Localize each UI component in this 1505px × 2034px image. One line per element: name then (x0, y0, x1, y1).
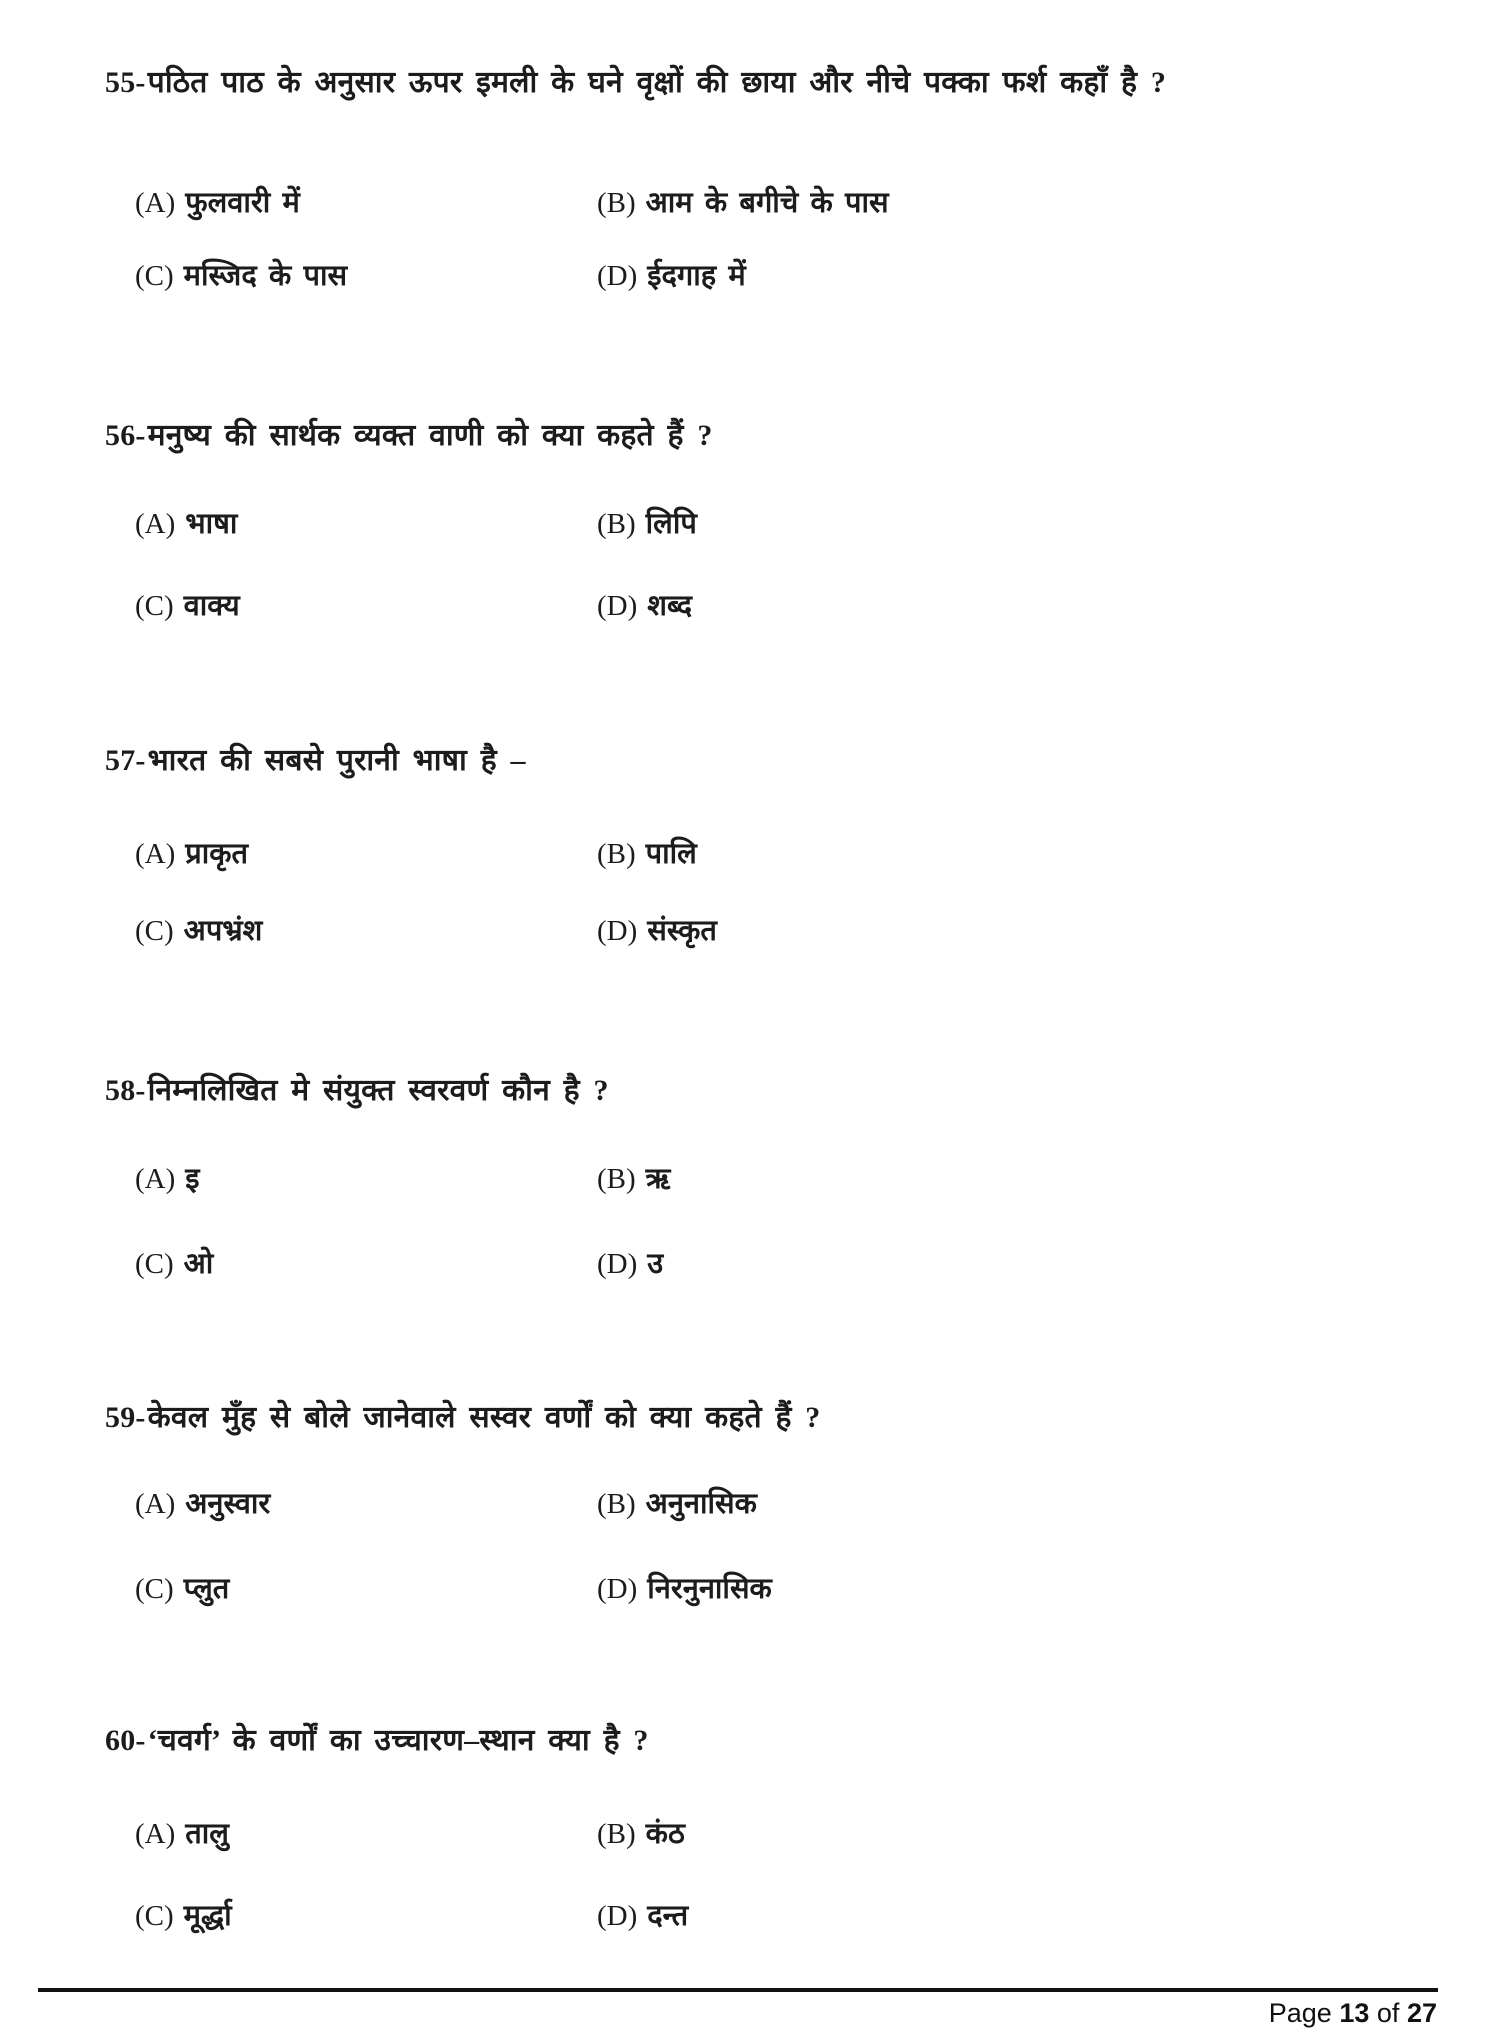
option-b-text: ऋ (645, 1163, 671, 1195)
question-55-text: पठित पाठ के अनुसार ऊपर इमली के घने वृक्षों की छाया और नीचे पक्का फर्श कहाँ है ? (147, 66, 1167, 99)
option-b-label: (B) (597, 1488, 636, 1520)
current-page-number: 13 (1339, 1998, 1370, 2028)
option-d-text: उ (647, 1248, 664, 1280)
question-58-option-b (597, 1158, 670, 1197)
question-57-option-a (135, 833, 248, 872)
option-b-label: (B) (597, 1163, 636, 1195)
option-a-label: (A) (135, 1163, 176, 1195)
of-word: of (1376, 1998, 1400, 2028)
total-page-number: 27 (1406, 1998, 1437, 2028)
option-d-label: (D) (597, 1573, 638, 1605)
option-a-label: (A) (135, 1818, 176, 1850)
option-c-label: (C) (135, 1900, 174, 1932)
option-c-text: मस्जिद के पास (183, 260, 348, 292)
option-b-text: आम के बगीचे के पास (645, 187, 889, 219)
option-c-text: अपभ्रंश (183, 915, 263, 947)
option-c-label: (C) (135, 590, 174, 622)
option-d-label: (D) (597, 915, 638, 947)
question-57-option-b (597, 833, 697, 872)
option-a-text: भाषा (185, 508, 238, 540)
question-58-options-row-1 (0, 1158, 1505, 1204)
question-58-text: निम्नलिखित मे संयुक्त स्वरवर्ण कौन है ? (147, 1074, 609, 1107)
option-d-label: (D) (597, 1248, 638, 1280)
option-c-label: (C) (135, 1248, 174, 1280)
question-56-options-row-1 (0, 503, 1505, 549)
question-59-option-b (597, 1483, 757, 1522)
question-55-option-c (135, 255, 347, 294)
question-59-option-a (135, 1483, 270, 1522)
question-60-option-a (135, 1813, 229, 1852)
question-57-number: 57- (105, 744, 146, 777)
question-57-options-row-2 (0, 910, 1505, 956)
option-b-text: लिपि (645, 508, 697, 540)
question-59-number: 59- (105, 1401, 146, 1434)
question-60-number: 60- (105, 1724, 146, 1757)
question-55-options-row-2 (0, 255, 1505, 301)
question-55 (105, 60, 1445, 101)
option-b-label: (B) (597, 838, 636, 870)
question-59-options-row-2 (0, 1568, 1505, 1614)
question-56 (105, 413, 1445, 454)
option-b-text: कंठ (645, 1818, 685, 1850)
page-word: Page (1268, 1998, 1332, 2028)
option-c-text: प्लुत (183, 1573, 230, 1605)
option-a-label: (A) (135, 1488, 176, 1520)
question-59-text: केवल मुँह से बोले जानेवाले सस्वर वर्णों को क्या कहते हैं ? (147, 1401, 821, 1434)
question-60-option-d (597, 1895, 688, 1934)
option-d-text: ईदगाह में (647, 260, 746, 292)
option-d-text: निरनुनासिक (647, 1573, 772, 1605)
page-number-indicator (0, 1998, 1437, 2029)
option-d-label: (D) (597, 1900, 638, 1932)
option-c-label: (C) (135, 915, 174, 947)
option-b-label: (B) (597, 187, 636, 219)
option-a-text: फुलवारी में (185, 187, 300, 219)
option-a-text: प्राकृत (185, 838, 249, 870)
question-56-number: 56- (105, 419, 146, 452)
question-58-number: 58- (105, 1074, 146, 1107)
question-57-text: भारत की सबसे पुरानी भाषा है – (147, 744, 526, 777)
option-d-label: (D) (597, 590, 638, 622)
question-55-number: 55- (105, 66, 146, 99)
question-59-option-d (597, 1568, 772, 1607)
question-58 (105, 1068, 1445, 1109)
option-a-text: तालु (185, 1818, 229, 1850)
question-56-option-b (597, 503, 697, 542)
question-56-option-a (135, 503, 237, 542)
option-a-label: (A) (135, 187, 176, 219)
question-57-option-c (135, 910, 262, 949)
option-b-label: (B) (597, 1818, 636, 1850)
option-b-text: अनुनासिक (645, 1488, 757, 1520)
option-b-label: (B) (597, 508, 636, 540)
option-c-label: (C) (135, 1573, 174, 1605)
option-c-text: वाक्य (183, 590, 240, 622)
question-55-option-a (135, 182, 300, 221)
question-58-options-row-2 (0, 1243, 1505, 1289)
question-55-option-b (597, 182, 889, 221)
option-a-label: (A) (135, 508, 176, 540)
option-a-text: अनुस्वार (185, 1488, 271, 1520)
question-56-text: मनुष्य की सार्थक व्यक्त वाणी को क्या कहते हैं ? (147, 419, 713, 452)
option-a-label: (A) (135, 838, 176, 870)
question-60-options-row-2 (0, 1895, 1505, 1941)
option-d-text: दन्त (647, 1900, 689, 1932)
question-58-option-c (135, 1243, 213, 1282)
question-55-option-d (597, 255, 746, 294)
option-d-label: (D) (597, 260, 638, 292)
option-c-text: ओ (183, 1248, 214, 1280)
question-56-option-d (597, 585, 692, 624)
question-57-option-d (597, 910, 717, 949)
option-c-text: मूर्द्धा (183, 1900, 232, 1932)
question-60-option-c (135, 1895, 232, 1934)
option-b-text: पालि (645, 838, 697, 870)
option-d-text: संस्कृत (647, 915, 717, 947)
question-59-option-c (135, 1568, 229, 1607)
question-56-options-row-2 (0, 585, 1505, 631)
option-a-text: इ (185, 1163, 200, 1195)
question-60 (105, 1718, 1445, 1759)
question-59-options-row-1 (0, 1483, 1505, 1529)
question-58-option-d (597, 1243, 663, 1282)
question-60-option-b (597, 1813, 685, 1852)
footer-divider (38, 1988, 1438, 1992)
question-59 (105, 1395, 1445, 1436)
question-55-options-row-1 (0, 182, 1505, 228)
question-60-options-row-1 (0, 1813, 1505, 1859)
option-c-label: (C) (135, 260, 174, 292)
question-57-options-row-1 (0, 833, 1505, 879)
question-58-option-a (135, 1158, 200, 1197)
option-d-text: शब्द (647, 590, 693, 622)
question-56-option-c (135, 585, 240, 624)
question-60-text: ‘चवर्ग’ के वर्णों का उच्चारण–स्थान क्या है ? (147, 1724, 649, 1757)
question-57 (105, 738, 1445, 779)
